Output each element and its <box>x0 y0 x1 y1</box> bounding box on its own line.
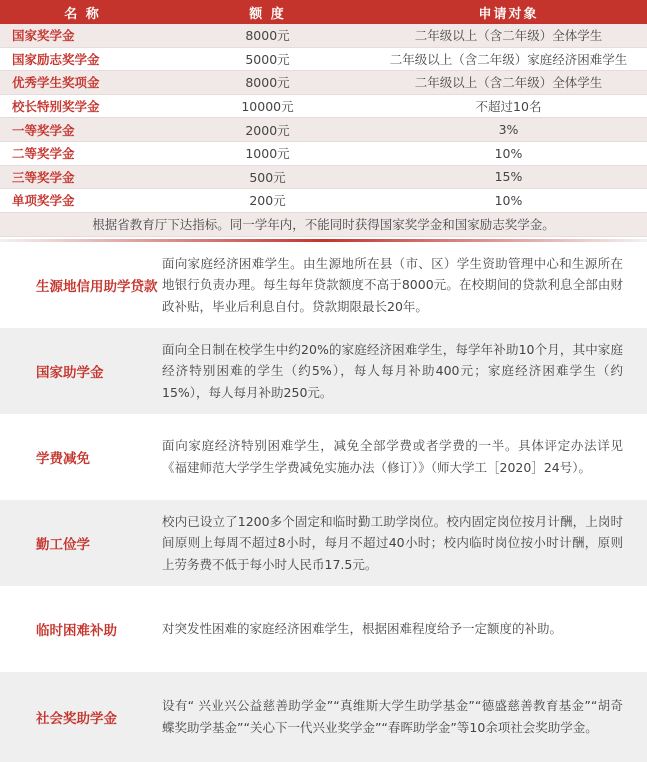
section-label: 勤工俭学 <box>36 536 90 553</box>
table-row <box>0 141 647 165</box>
section-text: 校内已设立了1200多个固定和临时勤工助学岗位。校内固定岗位按月计酬，上岗时间原则上每周不超过8小时，每月不超过40小时；校内临时岗位按小时计酬，原则上劳务费不低于每小时人民币17.5元。 <box>162 513 623 572</box>
row-name: 国家奖学金 <box>0 24 165 47</box>
row-name: 一等奖学金 <box>0 118 165 142</box>
section-social-scholarships <box>0 672 647 762</box>
section-work-study <box>0 500 647 586</box>
table-row <box>0 189 647 213</box>
header-amount: 额 度 <box>165 0 370 24</box>
scholarship-table <box>0 0 647 237</box>
row-target: 10% <box>370 189 647 213</box>
row-amount: 500元 <box>165 165 370 189</box>
table-note: 根据省教育厅下达指标。同一学年内，不能同时获得国家奖学金和国家励志奖学金。 <box>0 212 647 236</box>
row-target: 二年级以上（含二年级）全体学生 <box>370 24 647 47</box>
section-text: 面向家庭经济困难学生。由生源地所在县（市、区）学生资助管理中心和生源所在地银行负责办理。每生每年贷款额度不高于8000元。在校期间的贷款利息全部由财政补贴，毕业后利息自付。贷款期限最长20年。 <box>162 255 623 314</box>
row-target: 二年级以上（含二年级）家庭经济困难学生 <box>370 47 647 71</box>
row-name: 优秀学生奖项金 <box>0 71 165 95</box>
section-label: 临时困难补助 <box>36 622 117 639</box>
row-target: 15% <box>370 165 647 189</box>
row-target: 二年级以上（含二年级）全体学生 <box>370 71 647 95</box>
row-amount: 8000元 <box>165 71 370 95</box>
section-label: 学费减免 <box>36 450 90 467</box>
row-amount: 1000元 <box>165 141 370 165</box>
table-row <box>0 94 647 118</box>
table-row <box>0 118 647 142</box>
section-text: 设有“ 兴业兴公益慈善助学金”“真维斯大学生助学基金”“德盛慈善教育基金”“胡奇蝶奖助学基金”“关心下一代兴业奖学金”“春晖助学金”等10余项社会奖助学金。 <box>162 698 623 735</box>
section-label: 生源地信用助学贷款 <box>36 278 158 295</box>
row-target: 不超过10名 <box>370 94 647 118</box>
row-amount: 8000元 <box>165 24 370 47</box>
header-target: 申请对象 <box>370 0 647 24</box>
row-target: 10% <box>370 141 647 165</box>
section-label: 社会奖助学金 <box>36 710 117 727</box>
section-text: 对突发性困难的家庭经济困难学生，根据困难程度给予一定额度的补助。 <box>162 621 563 636</box>
table-header-row <box>0 0 647 24</box>
section-national-grant <box>0 328 647 414</box>
section-tuition-waiver <box>0 414 647 500</box>
header-name: 名 称 <box>0 0 165 24</box>
table-row <box>0 47 647 71</box>
row-amount: 2000元 <box>165 118 370 142</box>
row-target: 3% <box>370 118 647 142</box>
section-text: 面向家庭经济特别困难学生，减免全部学费或者学费的一半。具体评定办法详见《福建师范大学学生学费减免实施办法（修订）》（师大学工［2020］24号）。 <box>162 438 623 475</box>
row-amount: 10000元 <box>165 94 370 118</box>
table-row <box>0 165 647 189</box>
table-row <box>0 71 647 95</box>
row-amount: 5000元 <box>165 47 370 71</box>
row-name: 国家励志奖学金 <box>0 47 165 71</box>
table-note-row <box>0 212 647 236</box>
table-row <box>0 24 647 47</box>
section-label: 国家助学金 <box>36 364 104 381</box>
row-name: 单项奖学金 <box>0 189 165 213</box>
row-amount: 200元 <box>165 189 370 213</box>
row-name: 三等奖学金 <box>0 165 165 189</box>
section-text: 面向全日制在校学生中约20%的家庭经济困难学生，每学年补助10个月，其中家庭经济特别困难的学生（约5%），每人每月补助400元；家庭经济困难学生（约15%），每人每月补助250元。 <box>162 341 623 400</box>
row-name: 校长特别奖学金 <box>0 94 165 118</box>
section-credit-loan <box>0 242 647 328</box>
row-name: 二等奖学金 <box>0 141 165 165</box>
section-temporary-aid <box>0 586 647 672</box>
